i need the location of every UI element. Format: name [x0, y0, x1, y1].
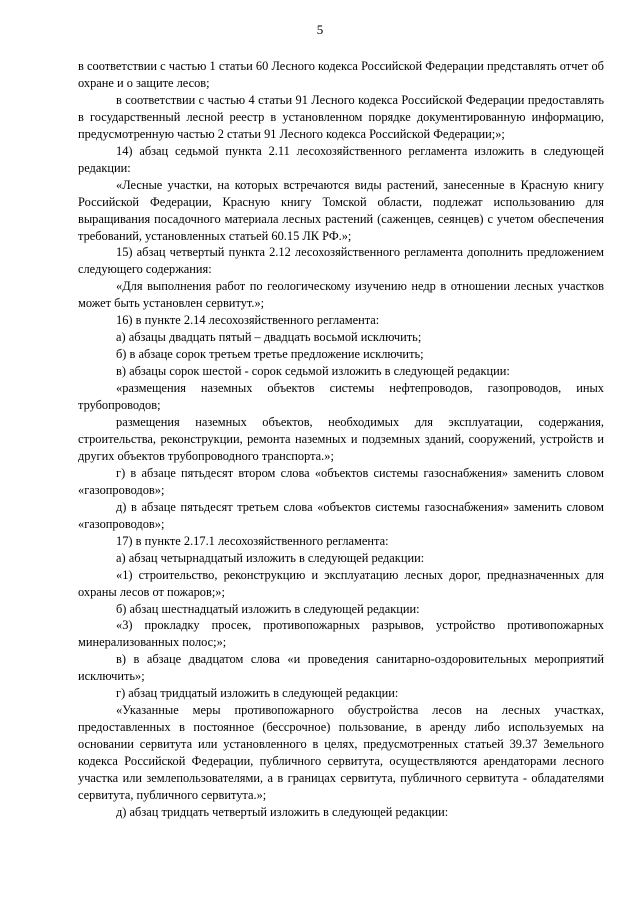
paragraph: «3) прокладку просек, противопожарных разрывов, устройство противопожарных минерализованных полос;»;	[78, 618, 604, 650]
paragraph: 17) в пункте 2.17.1 лесохозяйственного регламента:	[116, 533, 389, 548]
paragraph: б) абзац шестнадцатый изложить в следующей редакции:	[116, 601, 420, 616]
paragraph: г) абзац тридцатый изложить в следующей редакции:	[116, 686, 399, 701]
paragraph: «размещения наземных объектов системы нефтепроводов, газопроводов, иных трубопроводов;	[78, 381, 604, 413]
paragraph: 15) абзац четвертый пункта 2.12 лесохозяйственного регламента дополнить предложением следующего содержания:	[78, 245, 604, 277]
paragraph: д) абзац тридцать четвертый изложить в следующей редакции:	[116, 804, 449, 819]
page-number: 5	[316, 22, 324, 37]
paragraph: 14) абзац седьмой пункта 2.11 лесохозяйственного регламента изложить в следующей редакции:	[78, 143, 604, 175]
paragraph: «Для выполнения работ по геологическому изучению недр в отношении лесных участков может быть установлен сервитут.»;	[78, 279, 604, 311]
paragraph: а) абзац четырнадцатый изложить в следующей редакции:	[116, 550, 425, 565]
paragraph: размещения наземных объектов, необходимых для эксплуатации, содержания, строительства, реконструкции, ремонта наземных и подземных зданий, сооружений, устройств и других объектов трубопроводного транспорта.»;	[78, 415, 604, 463]
paragraph: «1) строительство, реконструкцию и эксплуатацию лесных дорог, предназначенных для охраны лесов от пожаров;»;	[78, 567, 604, 599]
paragraph: д) в абзаце пятьдесят третьем слова «объектов системы газоснабжения» заменить словом «газопроводов»;	[78, 499, 604, 531]
paragraph: в) абзацы сорок шестой - сорок седьмой изложить в следующей редакции:	[116, 364, 510, 379]
paragraph: в соответствии с частью 4 статьи 91 Лесного кодекса Российской Федерации предоставлять в государственный лесной реестр в установленном порядке документированную информацию, предусмотренную частью 2 статьи 91 Лесного кодекса Российской Федерации;»;	[78, 92, 604, 141]
paragraph: 16) в пункте 2.14 лесохозяйственного регламента:	[116, 313, 380, 328]
document-body	[78, 58, 604, 821]
paragraph: б) в абзаце сорок третьем третье предложение исключить;	[116, 347, 424, 362]
paragraph: «Лесные участки, на которых встречаются виды растений, занесенные в Красную книгу Российской Федерации, Красную книгу Томской области, подлежат использованию для выращивания посадочного материала лесных растений (саженцев, сеянцев) с учетом обеспечения требований, установленных статьей 60.15 ЛК РФ.»;	[78, 177, 604, 243]
paragraph: в соответствии с частью 1 статьи 60 Лесного кодекса Российской Федерации представлять отчет об охране и о защите лесов;	[78, 59, 604, 90]
paragraph: г) в абзаце пятьдесят втором слова «объектов системы газоснабжения» заменить словом «газопроводов»;	[78, 465, 604, 497]
paragraph: «Указанные меры противопожарного обустройства лесов на лесных участках, предоставленных в постоянное (бессрочное) пользование, в аренду либо используемых на основании сервитута или установленного в целях, предусмотренных статьей 39.37 Земельного кодекса Российской Федерации, публичного сервитута, осуществляются арендаторами лесного участка или землепользователями, а в границах сервитута, публичного сервитута - обладателями сервитута, публичного сервитута.»;	[78, 703, 604, 802]
paragraph: а) абзацы двадцать пятый – двадцать восьмой исключить;	[116, 330, 422, 345]
paragraph: в) в абзаце двадцатом слова «и проведения санитарно-оздоровительных мероприятий исключить»;	[78, 652, 604, 684]
